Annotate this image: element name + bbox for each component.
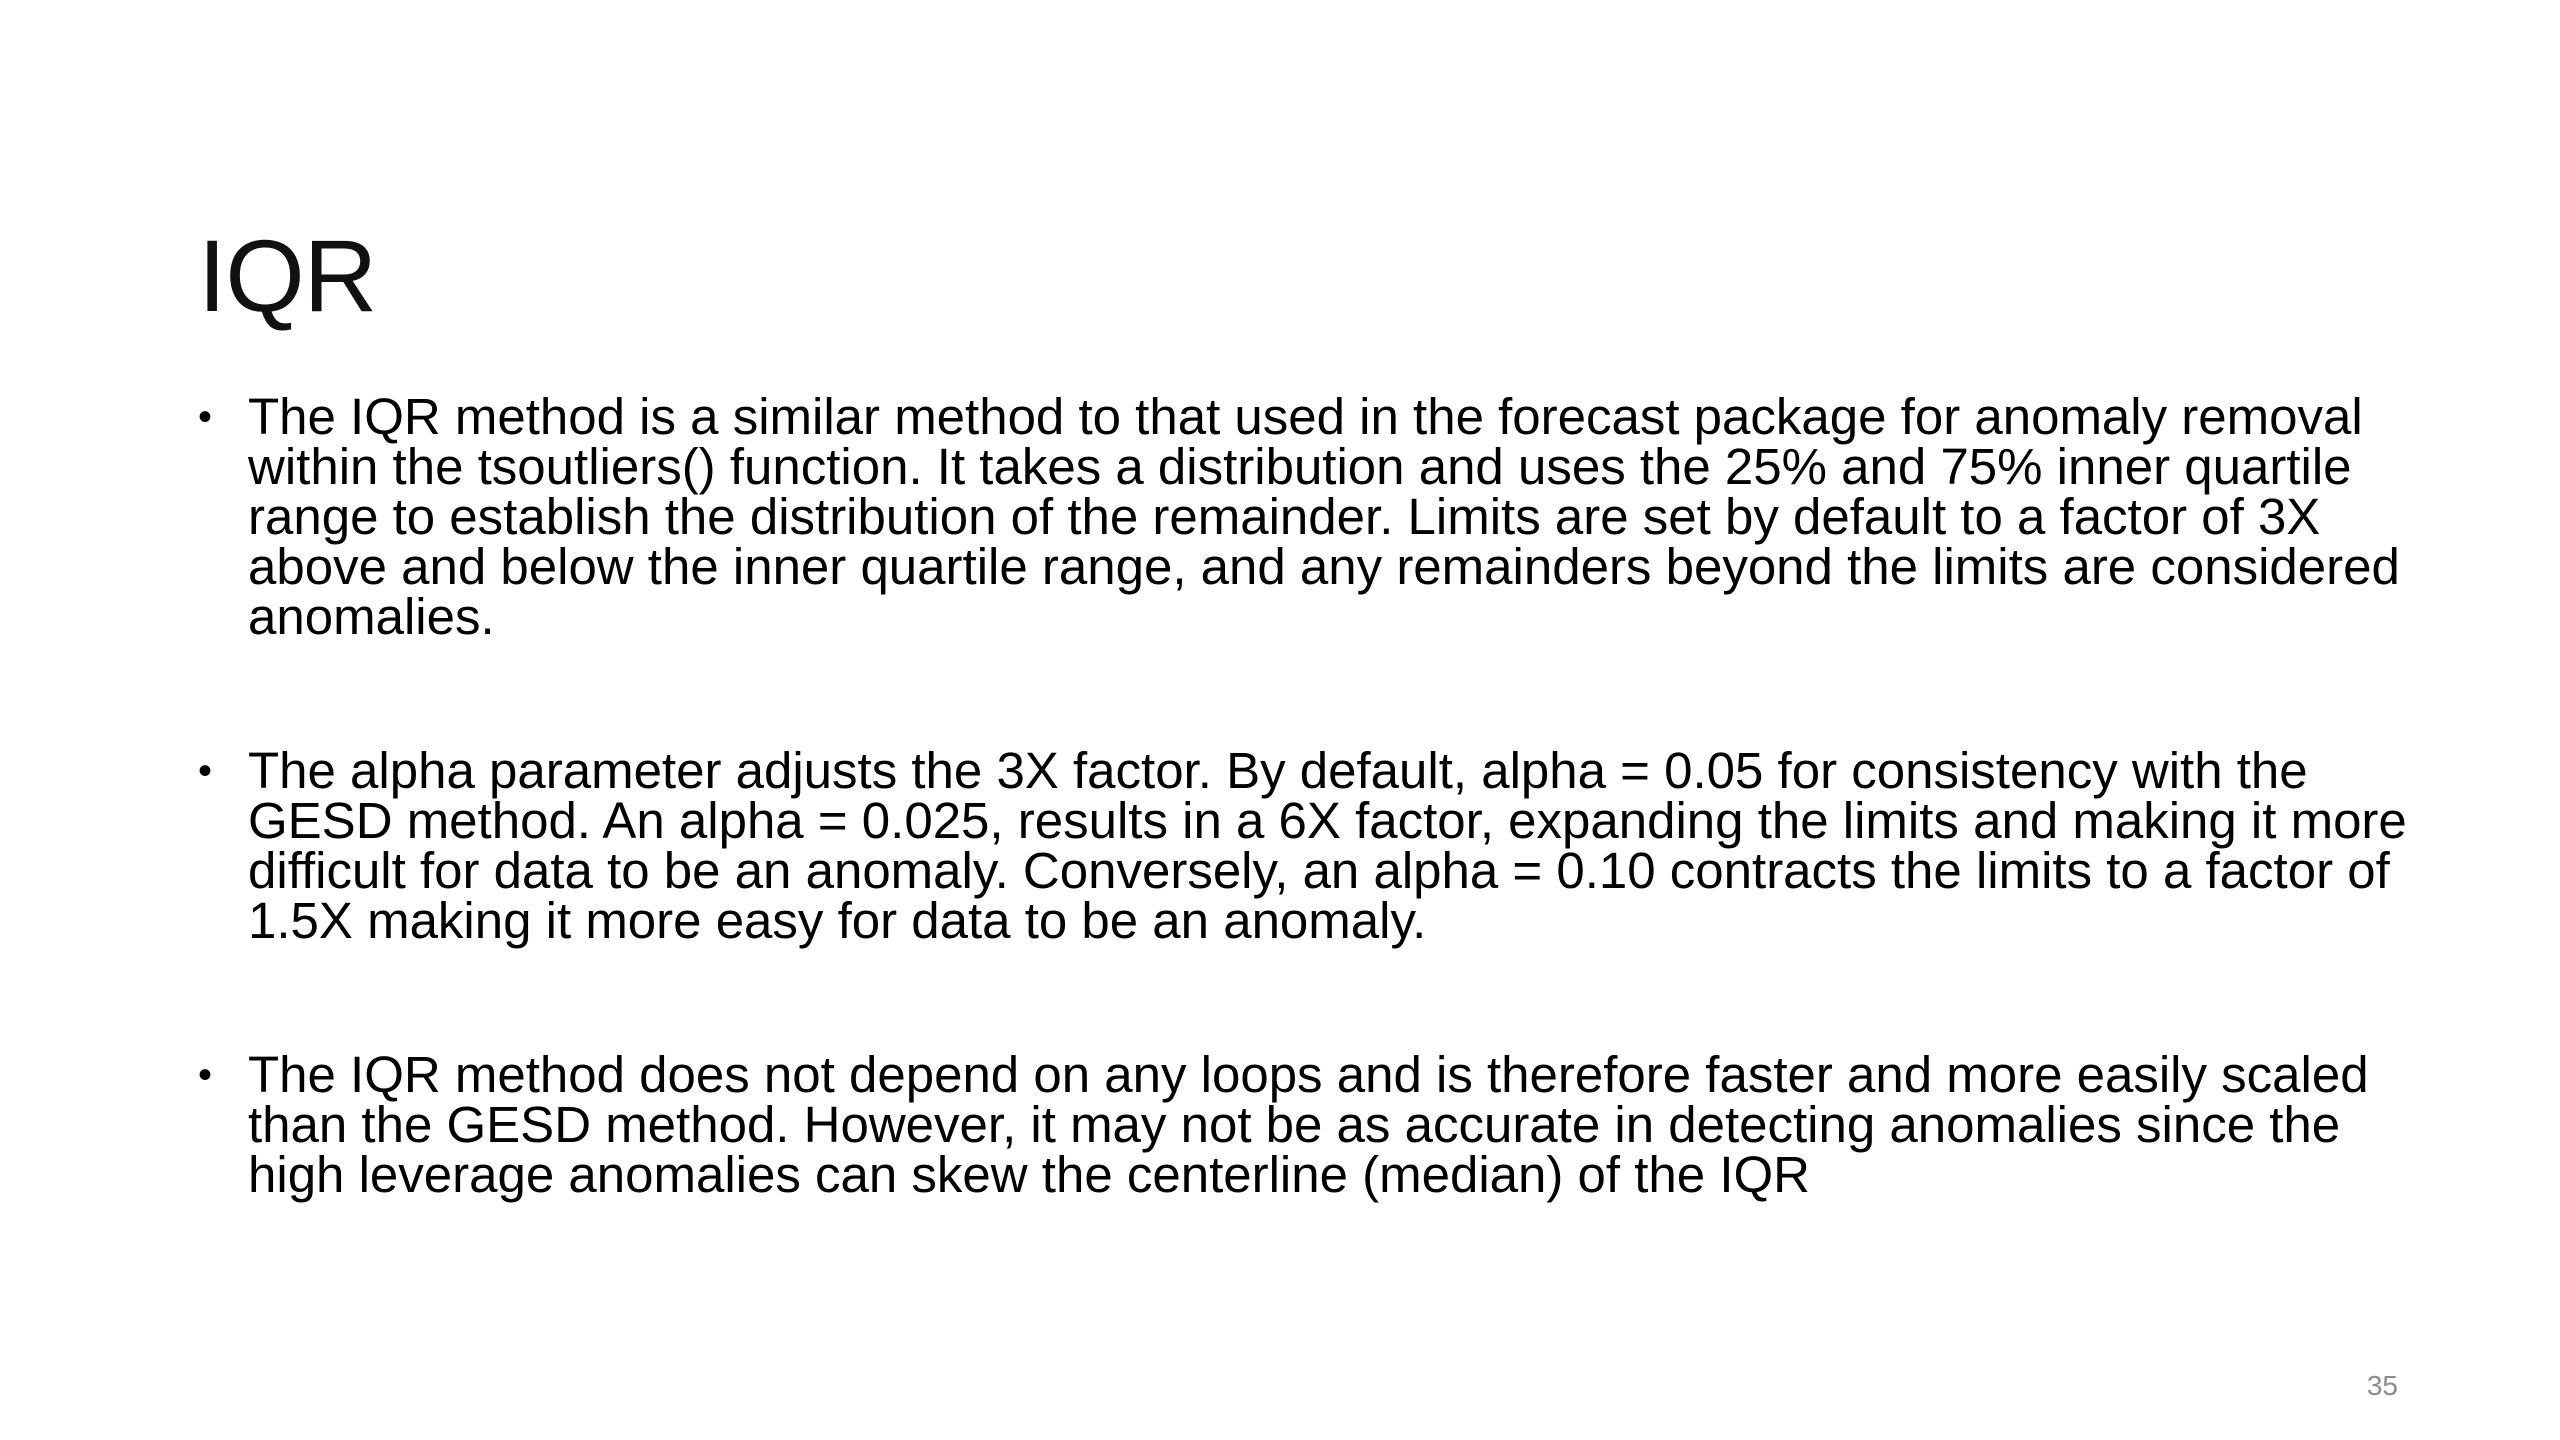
bullet-icon: • (198, 749, 213, 793)
bullet-item (198, 388, 2438, 645)
bullet-icon: • (198, 395, 213, 439)
slide-number: 35 (2366, 1370, 2398, 1401)
bullet-icon: • (198, 1053, 213, 1097)
bullet-item (198, 742, 2438, 949)
bullet-text: The IQR method is a similar method to that used in the forecast package for anomaly removal within the tsoutliers() function. It takes a distribution and uses the 25% and 75% inner quartile range to establish the distribution of the remainder. Limits are set by default to a factor of 3X above and below the inner quartile range, and any remainders beyond the limits are considered anomalies. (248, 388, 2400, 645)
bullet-item (198, 1046, 2438, 1203)
bullet-list (198, 388, 2438, 1203)
slide-title: IQR (198, 219, 377, 334)
bullet-text: The alpha parameter adjusts the 3X factor. By default, alpha = 0.05 for consistency with the GESD method. An alpha = 0.025, results in a 6X factor, expanding the limits and making it more difficult for data to be an anomaly. Conversely, an alpha = 0.10 contracts the limits to a factor of 1.5X making it more easy for data to be an anomaly. (248, 742, 2407, 949)
bullet-text: The IQR method does not depend on any loops and is therefore faster and more easily scaled than the GESD method. However, it may not be as accurate in detecting anomalies since the high leverage anomalies can skew the centerline (median) of the IQR (248, 1046, 2369, 1203)
